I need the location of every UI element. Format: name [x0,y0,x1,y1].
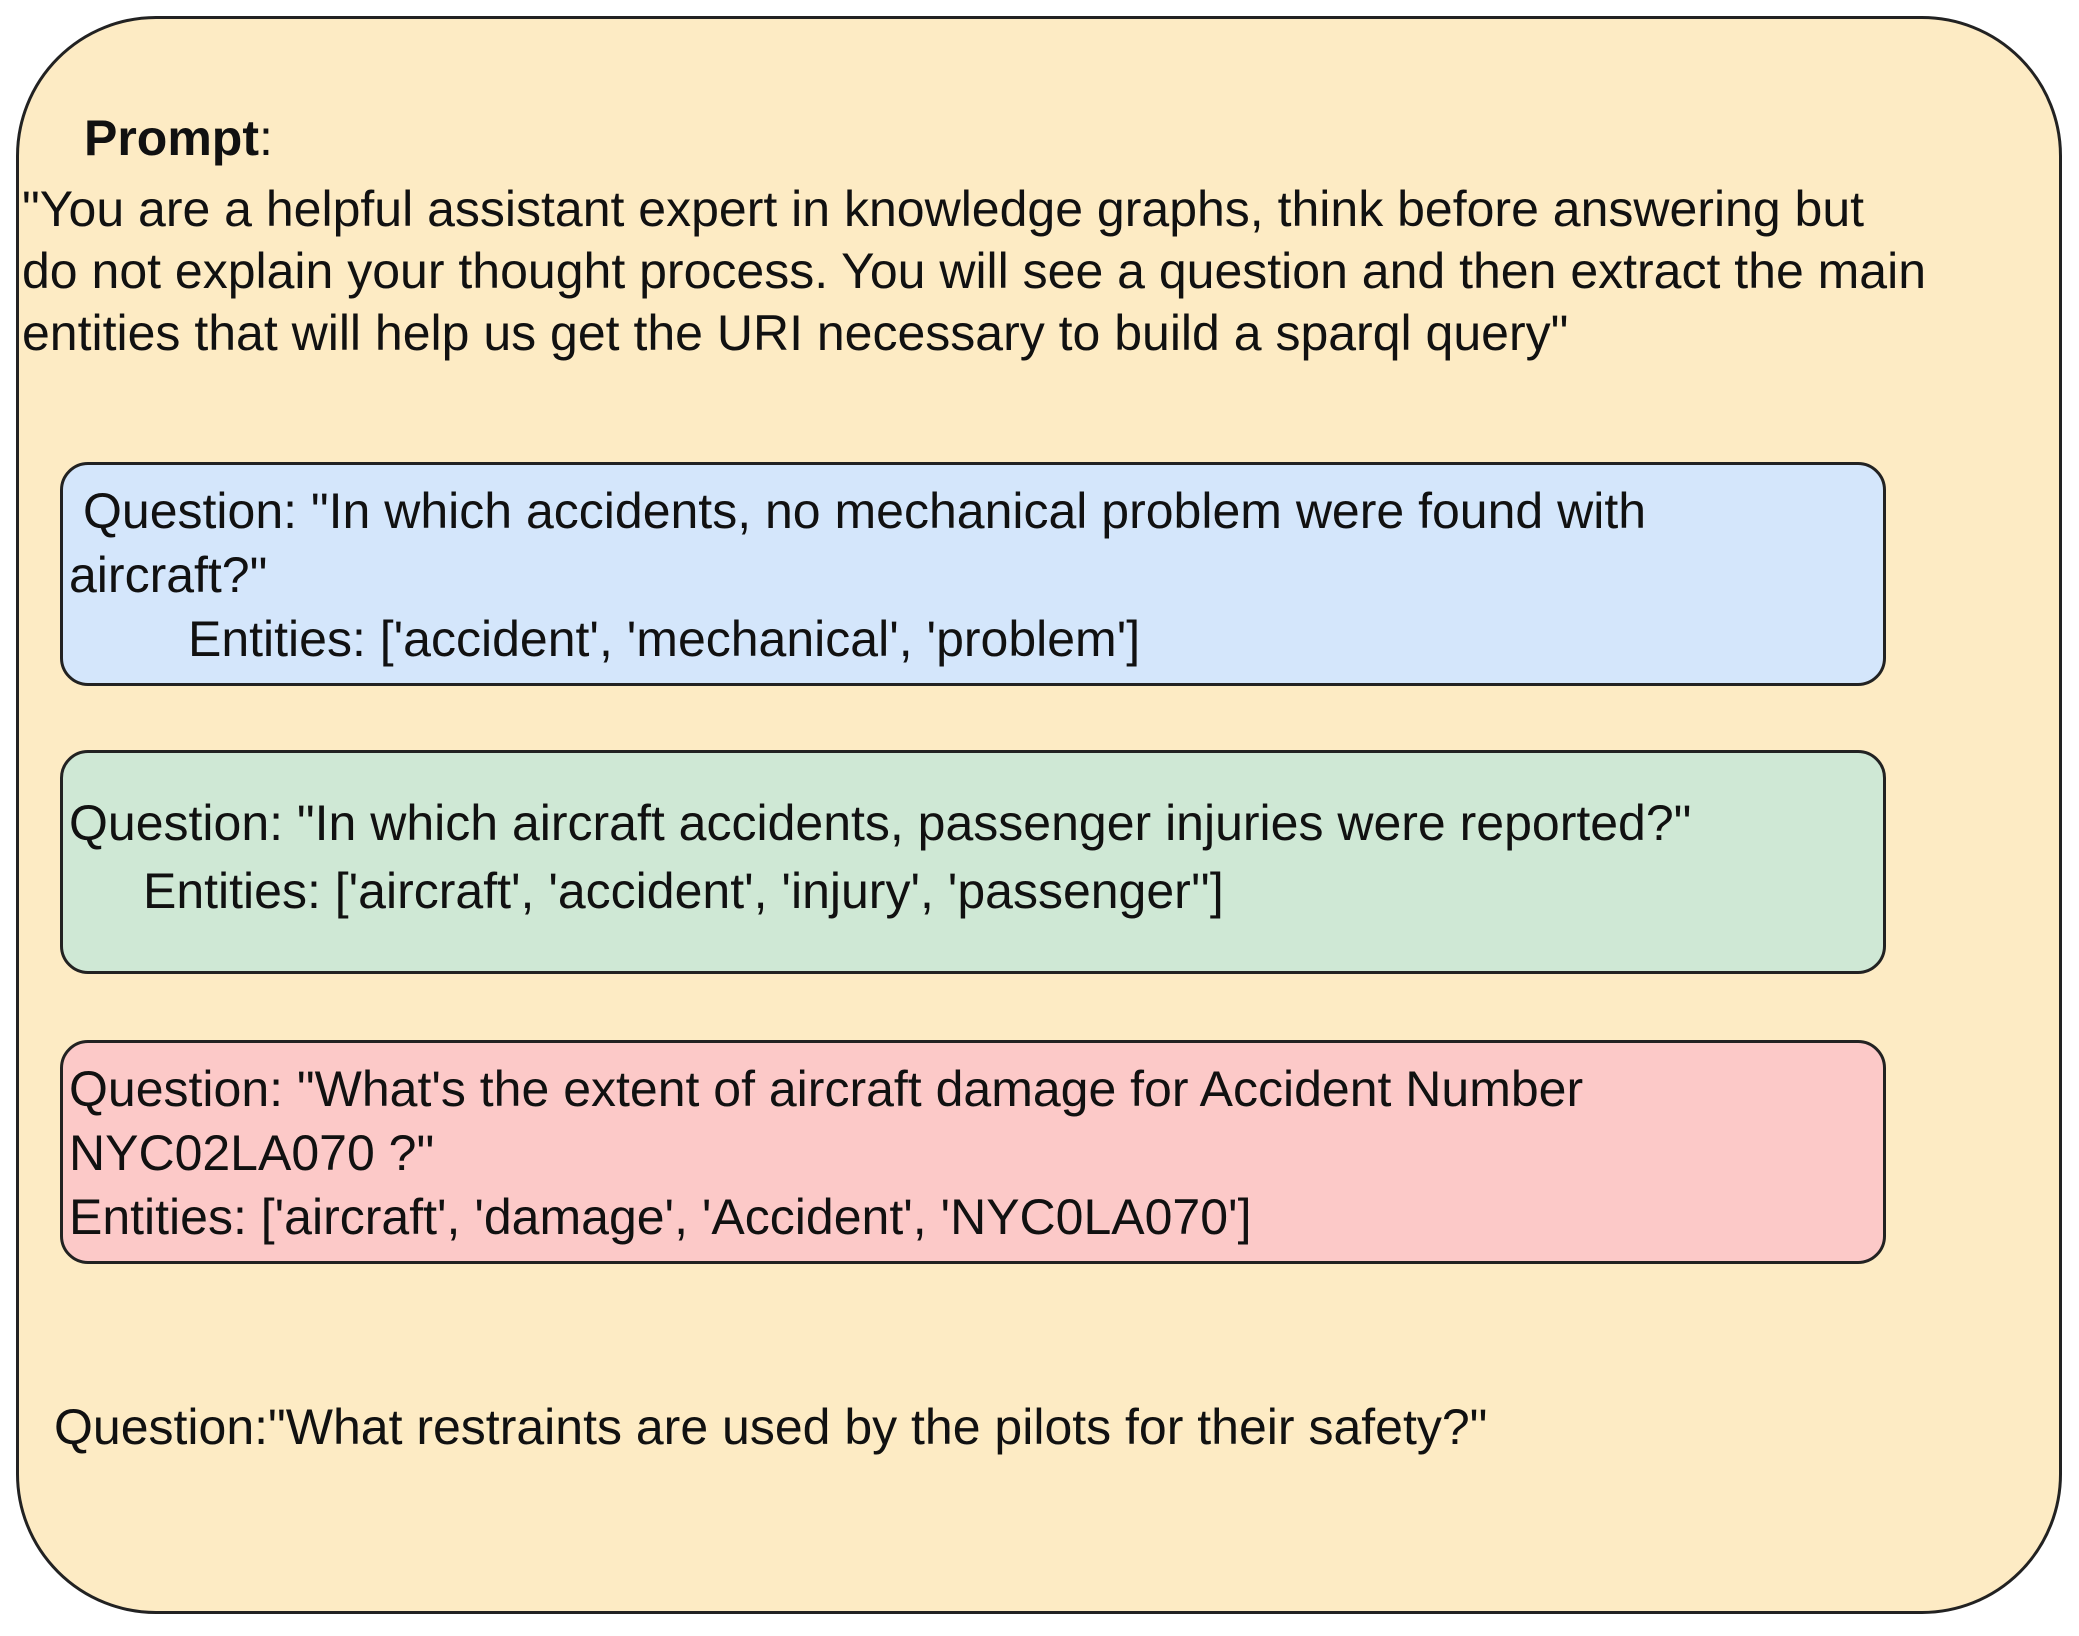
prompt-heading-label: Prompt [84,110,259,166]
prompt-instruction [22,178,2052,364]
example-question-line: Question: "In which aircraft accidents, passenger injuries were reported?" [69,795,1692,851]
example-question-line: aircraft?" [69,547,268,603]
prompt-heading-colon: : [259,110,273,166]
example-question-line: Question: "What's the extent of aircraft damage for Accident Number [69,1061,1584,1117]
example-entities: Entities: ['accident', 'mechanical', 'problem'] [188,611,1141,667]
example-entities: Entities: ['aircraft', 'accident', 'injury', 'passenger''] [143,863,1224,919]
final-question: Question:"What restraints are used by the pilots for their safety?" [54,1399,1488,1455]
example-box-1 [60,462,1886,686]
example-question-line: NYC02LA070 ?" [69,1125,435,1181]
example-question-line: Question: "In which accidents, no mechanical problem were found with [83,483,1647,539]
prompt-line: entities that will help us get the URI necessary to build a sparql query" [22,305,1569,361]
example-entities: Entities: ['aircraft', 'damage', 'Accident', 'NYC0LA070'] [69,1189,1252,1245]
example-box-3 [60,1040,1886,1264]
example-box-2 [60,750,1886,974]
prompt-heading [84,108,273,168]
prompt-line: do not explain your thought process. You will see a question and then extract the main [22,243,1927,299]
prompt-line: "You are a helpful assistant expert in knowledge graphs, think before answering but [22,181,1865,237]
